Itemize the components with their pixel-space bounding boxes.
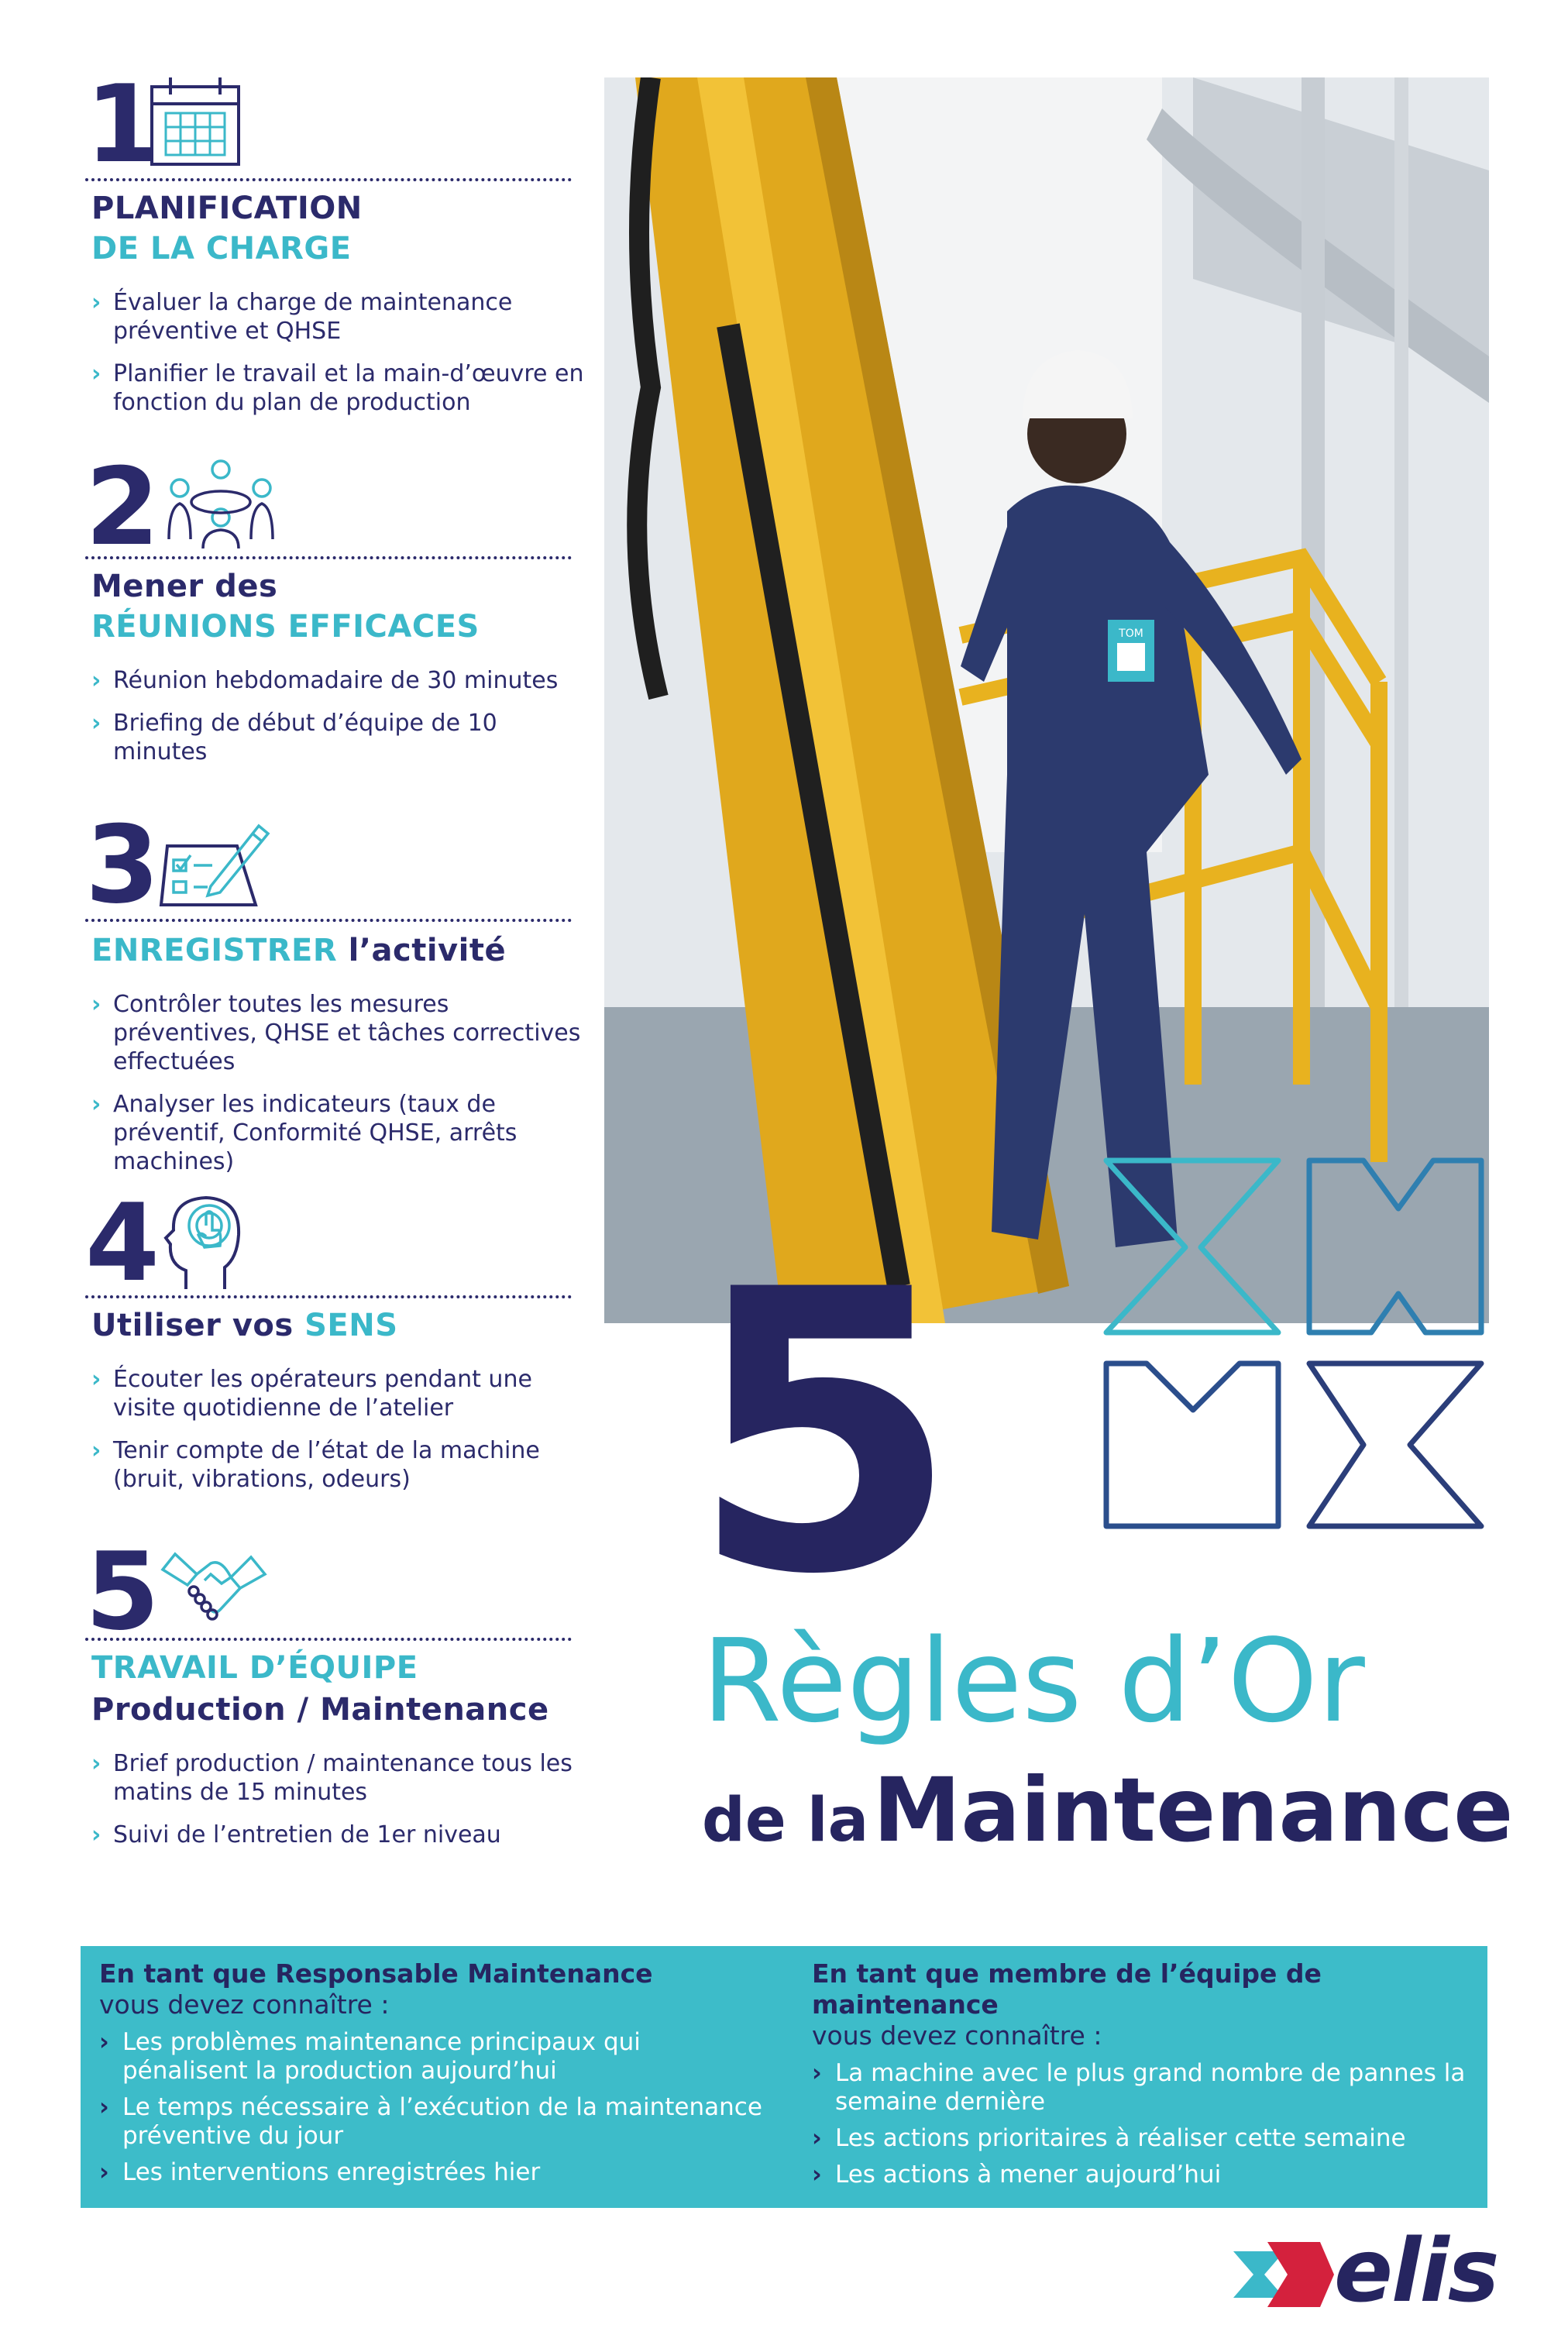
list-item: › Les actions prioritaires à réaliser cette semaine [812, 2124, 1406, 2152]
list-item: › Analyser les indicateurs (taux de préventif, Conformité QHSE, arrêts machines) [91, 1091, 518, 1175]
head-touch-icon [163, 1193, 248, 1294]
list-item: › Les problèmes maintenance principaux qui pénalisent la production aujourd’hui [99, 2028, 641, 2085]
list-item: › Réunion hebdomadaire de 30 minutes [91, 667, 559, 694]
divider [85, 919, 572, 922]
chevron-right-icon: › [91, 1750, 101, 1777]
list-item: › Tenir compte de l’état de la machine (bruit, vibrations, odeurs) [91, 1437, 540, 1493]
chevron-right-icon: › [91, 1366, 101, 1393]
divider [85, 178, 572, 181]
chevron-right-icon: › [91, 667, 101, 694]
divider [85, 556, 572, 559]
rule-title-line2: Production / Maintenance [91, 1692, 549, 1728]
role-list [99, 2028, 765, 2187]
role-subheading: vous devez connaître : [812, 2020, 1102, 2051]
role-subheading: vous devez connaître : [99, 1989, 390, 2020]
rule-title [91, 1305, 398, 1346]
rule-title-line2: RÉUNIONS EFFICACES [91, 609, 480, 645]
list-item: › Les interventions enregistrées hier [99, 2158, 541, 2186]
divider [85, 1638, 572, 1641]
chevron-right-icon: › [91, 991, 101, 1018]
chevron-right-icon: › [812, 2161, 822, 2189]
hero-subtitle-large: Maintenance [872, 1759, 1514, 1862]
list-item: › Évaluer la charge de maintenance préventive et QHSE [91, 289, 513, 345]
chevron-right-icon: › [99, 2093, 109, 2121]
rule-number: 5 [85, 1529, 160, 1654]
roles-band [81, 1946, 1487, 2208]
rule-title-line1: PLANIFICATION [91, 191, 363, 226]
list-item: › Écouter les opérateurs pendant une visite quotidienne de l’atelier [91, 1366, 532, 1422]
rule-title-rest: Utiliser vos [91, 1308, 305, 1343]
list-item: › Brief production / maintenance tous les matins de 15 minutes [91, 1750, 573, 1806]
chevron-right-icon: › [812, 2124, 822, 2152]
rule-title-line1: TRAVAIL D’ÉQUIPE [91, 1650, 418, 1686]
rule-number: 2 [85, 445, 160, 569]
list-item: › Contrôler toutes les mesures préventives, QHSE et tâches correctives effectuées [91, 991, 581, 1075]
divider [85, 1295, 572, 1298]
elis-outline-mark [1100, 1154, 1487, 1534]
meeting-icon [163, 457, 279, 550]
list-item: › Les actions à mener aujourd’hui [812, 2161, 1222, 2189]
chevron-right-icon: › [91, 360, 101, 387]
chevron-right-icon: › [91, 710, 101, 737]
role-team-member [812, 1958, 1478, 2197]
chevron-right-icon: › [99, 2028, 109, 2056]
maintenance-worker-photo [604, 77, 1489, 1323]
rule-bullets [91, 288, 587, 431]
rule-title-rest: l’activité [337, 933, 507, 968]
hero-photo [604, 77, 1489, 1323]
rule-bullets [91, 666, 587, 780]
role-list [812, 2059, 1478, 2189]
rule-number: 4 [85, 1181, 160, 1305]
checklist-pen-icon [156, 815, 273, 910]
calendar-icon [147, 74, 243, 167]
hero-title: Règles d’Or [702, 1614, 1365, 1748]
rule-bullets [91, 1749, 587, 1863]
hero-subtitle [702, 1759, 1513, 1862]
role-heading: En tant que membre de l’équipe de maintenance [812, 1958, 1322, 2020]
chevron-right-icon: › [812, 2059, 822, 2087]
chevron-right-icon: › [91, 1821, 101, 1848]
rule-bullets [91, 990, 587, 1190]
photo-tag-label: TOM [1119, 628, 1143, 640]
role-manager [99, 1958, 765, 2195]
role-heading: En tant que Responsable Maintenance [99, 1958, 653, 1989]
rule-bullets [91, 1365, 587, 1508]
list-item: › La machine avec le plus grand nombre de pannes la semaine dernière [812, 2059, 1466, 2116]
list-item: › Planifier le travail et la main-d’œuvre en fonction du plan de production [91, 360, 584, 416]
rule-title [91, 930, 506, 971]
elis-logo-text: elis [1334, 2221, 1498, 2322]
list-item: › Le temps nécessaire à l’exécution de la maintenance préventive du jour [99, 2093, 762, 2150]
rule-title-line1: Mener des [91, 569, 278, 604]
chevron-right-icon: › [91, 1437, 101, 1464]
chevron-right-icon: › [91, 1091, 101, 1118]
chevron-right-icon: › [91, 289, 101, 316]
rule-number: 1 [85, 62, 160, 187]
list-item: › Suivi de l’entretien de 1er niveau [91, 1821, 501, 1848]
rule-title-highlight: SENS [304, 1308, 398, 1343]
rule-title-line2: DE LA CHARGE [91, 231, 352, 266]
list-item: › Briefing de début d’équipe de 10 minutes [91, 710, 497, 765]
hero-subtitle-small: de la [702, 1786, 869, 1855]
chevron-right-icon: › [99, 2158, 109, 2186]
hero-number: 5 [689, 1208, 951, 1659]
rule-title-highlight: ENREGISTRER [91, 933, 338, 968]
rule-number: 3 [85, 803, 160, 927]
handshake-icon [160, 1543, 268, 1628]
